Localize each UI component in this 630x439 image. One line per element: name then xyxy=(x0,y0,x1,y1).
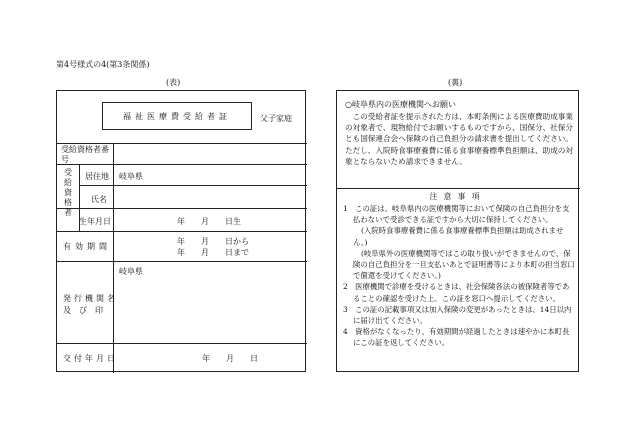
issuer-label-line2: 及 び 印 xyxy=(63,306,103,315)
section-divider xyxy=(337,188,580,189)
notice-body: この受給者証を提示された方は、本町条例による医療費助成事業の対象者で、現物給付でお願いするものですから、国保分、社保分とも国保連合会へ保険の自己負担分の請求書を提出してください。ただし、入院時食事療養費に係る食事療養標準負担額は、助成の対象とならないため請求できません。 xyxy=(345,112,573,166)
form-number: 第4号様式の4(第3条関係) xyxy=(56,60,150,69)
note-item: 1 この証は、岐阜県内の医療機関等において保険の自己負担分を支払わないで受診できる証ですから大切に保持してください。 xyxy=(343,204,570,225)
address-label: 居住地 xyxy=(85,172,109,181)
address-value: 岐阜県 xyxy=(119,172,143,181)
note-item: (入院時食事療養費に係る食事療養標準負担額は助成されません。) xyxy=(353,226,564,247)
row-divider xyxy=(57,261,307,262)
notice-title: ○岐阜県内の医療機関へお願い xyxy=(345,100,456,109)
note-item: 3 この証の記載事項又は加入保険の変更があったときは、14日以内に届け出てください。 xyxy=(343,304,572,326)
birth-date-value: 年 月 日生 xyxy=(177,217,241,226)
back-side-label: (裏) xyxy=(448,78,463,87)
validity-label: 有効期間 xyxy=(63,242,111,251)
issue-date-value: 年 月 日 xyxy=(202,354,258,363)
certificate-kind: 父子家庭 xyxy=(260,114,292,123)
notes-list xyxy=(343,203,575,349)
validity-from: 年 月 日から xyxy=(177,237,249,246)
front-card xyxy=(56,90,306,372)
birth-date-label: 生年月日 xyxy=(79,217,111,226)
front-side-label: (表) xyxy=(166,78,181,87)
name-label: 氏名 xyxy=(91,195,107,204)
note-item: (岐阜県外の医療機関等ではこの取り扱いができませんので、保険の自己負担分を一旦支払いあとで証明書等により本町の担当窓口で償還を受けてください。) xyxy=(353,248,575,281)
row-divider xyxy=(57,208,307,209)
notes-title: 注意事項 xyxy=(429,192,486,201)
row-divider xyxy=(57,343,307,344)
row-divider xyxy=(57,143,307,144)
certificate-title: 福祉医療費受給者証 xyxy=(102,102,252,130)
row-divider xyxy=(57,231,307,232)
note-item: 4 資格がなくなったり、有効期間が経過したときは速やかに本町長にこの証を返してください。 xyxy=(343,327,570,348)
note-item: 2 医療機関で診療を受けるときは、社会保険各法の被保険者等であることの確認を受けた上、この証を窓口へ提示してください。 xyxy=(343,282,570,303)
qualified-person-label: 受給資格者 xyxy=(64,168,72,217)
recipient-number-label: 受給資格者番号 xyxy=(61,145,109,164)
validity-to: 年 月 日まで xyxy=(177,248,249,257)
issue-date-label: 交付年月日 xyxy=(63,354,118,363)
issuer-value: 岐阜県 xyxy=(119,267,143,276)
back-card xyxy=(336,90,579,372)
column-divider xyxy=(113,143,114,373)
issuer-label-line1: 発行機関名 xyxy=(63,294,118,303)
